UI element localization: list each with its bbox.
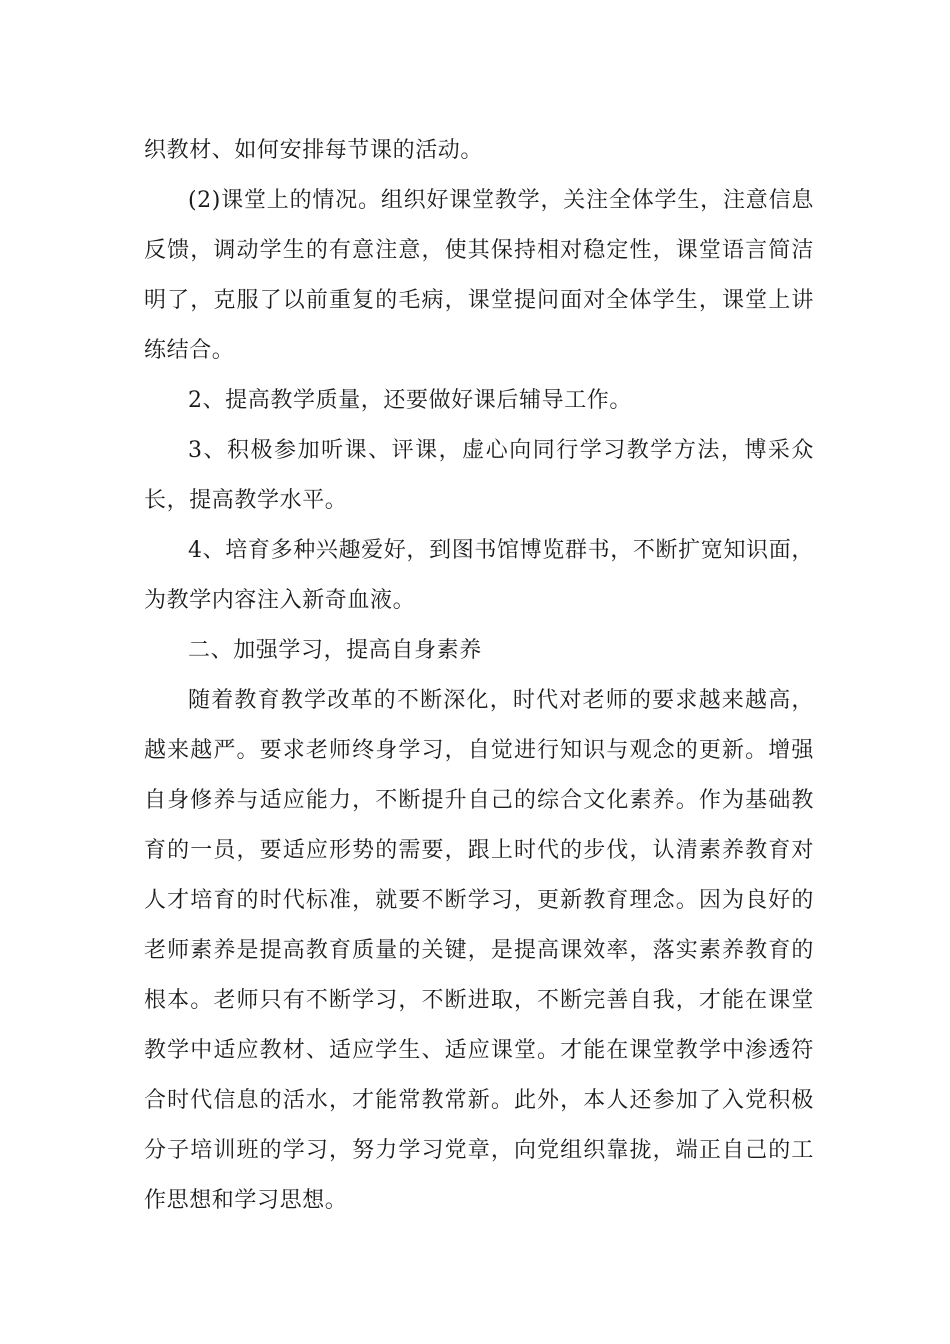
paragraph-item-4: 4、培育多种兴趣爱好，到图书馆博览群书，不断扩宽知识面，为教学内容注入新奇血液。 — [144, 538, 814, 613]
section-heading-2: 二、加强学习，提高自身素养 — [188, 638, 482, 663]
paragraph-item-3: 3、积极参加听课、评课，虚心向同行学习教学方法，博采众长，提高教学水平。 — [144, 438, 814, 513]
paragraph-classroom-situation: (2)课堂上的情况。组织好课堂教学，关注全体学生，注意信息反馈，调动学生的有意注意，使其保持相对稳定性，课堂语言简洁明了，克服了以前重复的毛病，课堂提问面对全体学生，课堂上讲练结合。 — [144, 188, 814, 363]
document-body — [144, 126, 814, 1226]
paragraph-continuation: 织教材、如何安排每节课的活动。 — [144, 138, 484, 163]
paragraph-item-2: 2、提高教学质量，还要做好课后辅导工作。 — [188, 388, 632, 413]
paragraph-self-improvement: 随着教育教学改革的不断深化，时代对老师的要求越来越高，越来越严。要求老师终身学习，自觉进行知识与观念的更新。增强自身修养与适应能力，不断提升自己的综合文化素养。作为基础教育的一员，要适应形势的需要，跟上时代的步伐，认清素养教育对人才培育的时代标准，就要不断学习，更新教育理念。因为良好的老师素养是提高教育质量的关键，是提高课效率，落实素养教育的根本。老师只有不断学习，不断进取，不断完善自我，才能在课堂教学中适应教材、适应学生、适应课堂。才能在课堂教学中渗透符合时代信息的活水，才能常教常新。此外，本人还参加了入党积极分子培训班的学习，努力学习党章，向党组织靠拢，端正自己的工作思想和学习思想。 — [144, 688, 814, 1213]
